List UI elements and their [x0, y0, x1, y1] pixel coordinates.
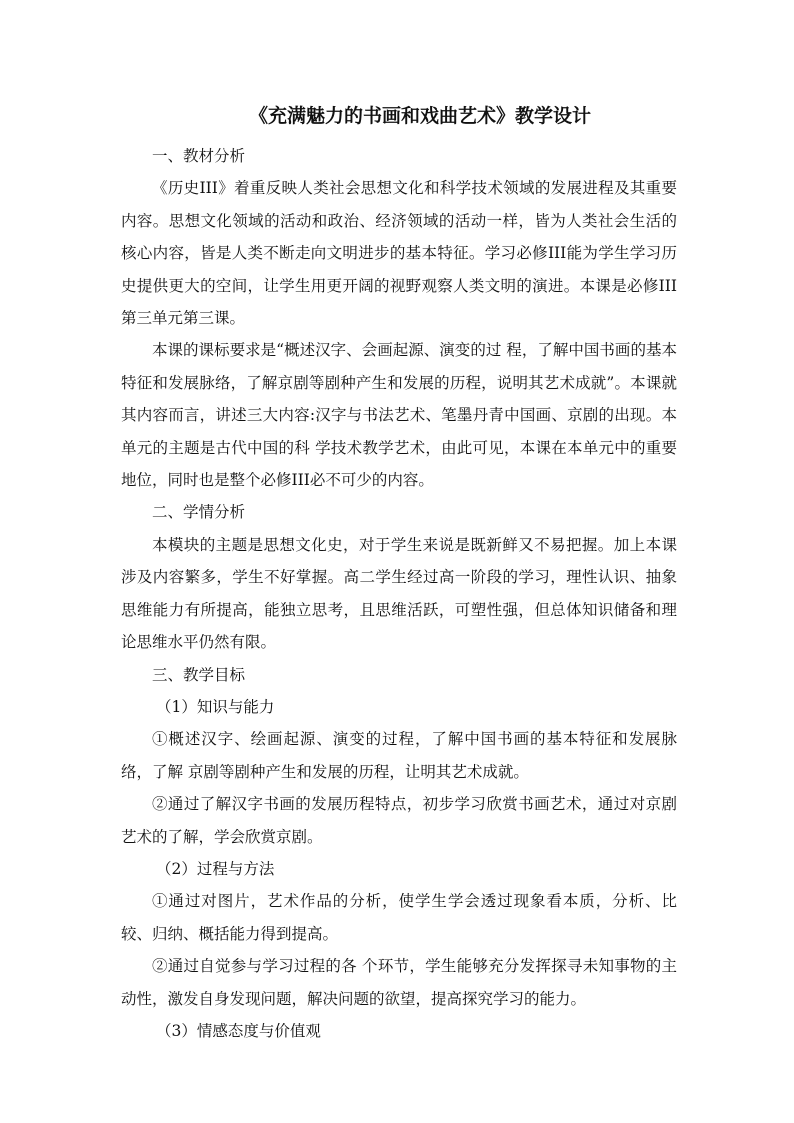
goal-item: ②通过了解汉字书画的发展历程特点，初步学习欣赏书画艺术，通过对京剧艺术的了解，学会欣赏京剧。 [121, 795, 677, 846]
goal-item: ①通过对图片，艺术作品的分析，使学生学会透过现象看本质，分析、比较、归纳、概括能力得到提高。 [121, 892, 677, 943]
section-heading-teaching-goals: 三、教学目标 [152, 665, 246, 684]
document-body [121, 140, 677, 1047]
subheading-emotion-values: （3）情感态度与价值观 [156, 1021, 321, 1040]
document-title: 《充满魅力的书画和戏曲艺术》教学设计 [248, 105, 591, 127]
goal-item: ②通过自觉参与学习过程的各 个环节，学生能够充分发挥探寻未知事物的主动性，激发自身发现问题，解决问题的欲望，提高探究学习的能力。 [121, 957, 677, 1008]
subheading-process-method: （2）过程与方法 [156, 859, 275, 878]
section-heading-textbook-analysis: 一、教材分析 [152, 147, 246, 165]
paragraph-textbook-overview: 《历史III》着重反映人类社会思想文化和科学技术领域的发展进程及其重要内容。思想文化领域的活动和政治、经济领域的活动一样，皆为人类社会生活的核心内容，皆是人类不断走向文明进步的基本特征。学习必修III能为学生学习历史提供更大的空间，让学生用更开阔的视野观察人类文明的演进。本课是必修III第三单元第三课。 [121, 179, 677, 328]
subheading-knowledge-ability: （1）知识与能力 [156, 697, 275, 716]
paragraph-student-analysis: 本模块的主题是思想文化史，对于学生来说是既新鲜又不易把握。加上本课涉及内容繁多，学生不好掌握。高二学生经过高一阶段的学习，理性认识、抽象思维能力有所提高，能独立思考，且思维活跃，可塑性强，但总体知识储备和理论思维水平仍然有限。 [121, 535, 677, 652]
paragraph-curriculum-requirements: 本课的课标要求是“概述汉字、会画起源、演变的过 程，了解中国书画的基本特征和发展脉络，了解京剧等剧种产生和发展的历程，说明其艺术成就”。本课就其内容而言，讲述三大内容:汉字与书法艺术、笔墨丹青中国画、京剧的出现。本单元的主题是古代中国的科 学技术教学艺术，由此可见，本课在本单元中的重要地位，同时也是整个必修III必不可少的内容。 [121, 341, 677, 490]
goal-item: ①概述汉字、绘画起源、演变的过程，了解中国书画的基本特征和发展脉络，了解 京剧等剧种产生和发展的历程，让明其艺术成就。 [121, 730, 677, 781]
section-heading-student-analysis: 二、学情分析 [152, 503, 246, 522]
